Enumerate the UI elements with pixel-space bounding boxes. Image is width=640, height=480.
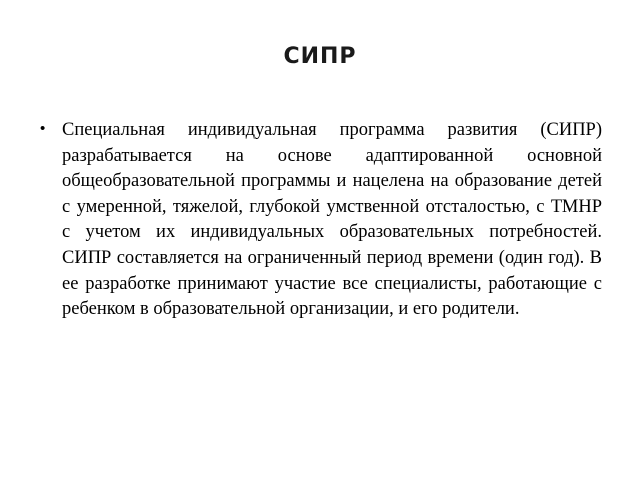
bullet-text: Специальная индивидуальная программа развития (СИПР) разрабатывается на основе адаптированной основной общеобразовательной программы и нацелена на образование детей с умеренной, тяжелой, глубокой умственной отсталостью, с ТМНР с учетом их индивидуальных образовательных потребностей. СИПР составляется на ограниченный период времени (один год). В ее разработке принимают участие все специалисты, работающие с ребенком в образовательной организации, и его родители. bbox=[62, 120, 602, 320]
bullet-marker: • bbox=[40, 120, 46, 137]
bullet-list bbox=[0, 118, 640, 323]
slide-title: СИПР bbox=[283, 44, 357, 69]
bullet-item bbox=[0, 118, 640, 323]
